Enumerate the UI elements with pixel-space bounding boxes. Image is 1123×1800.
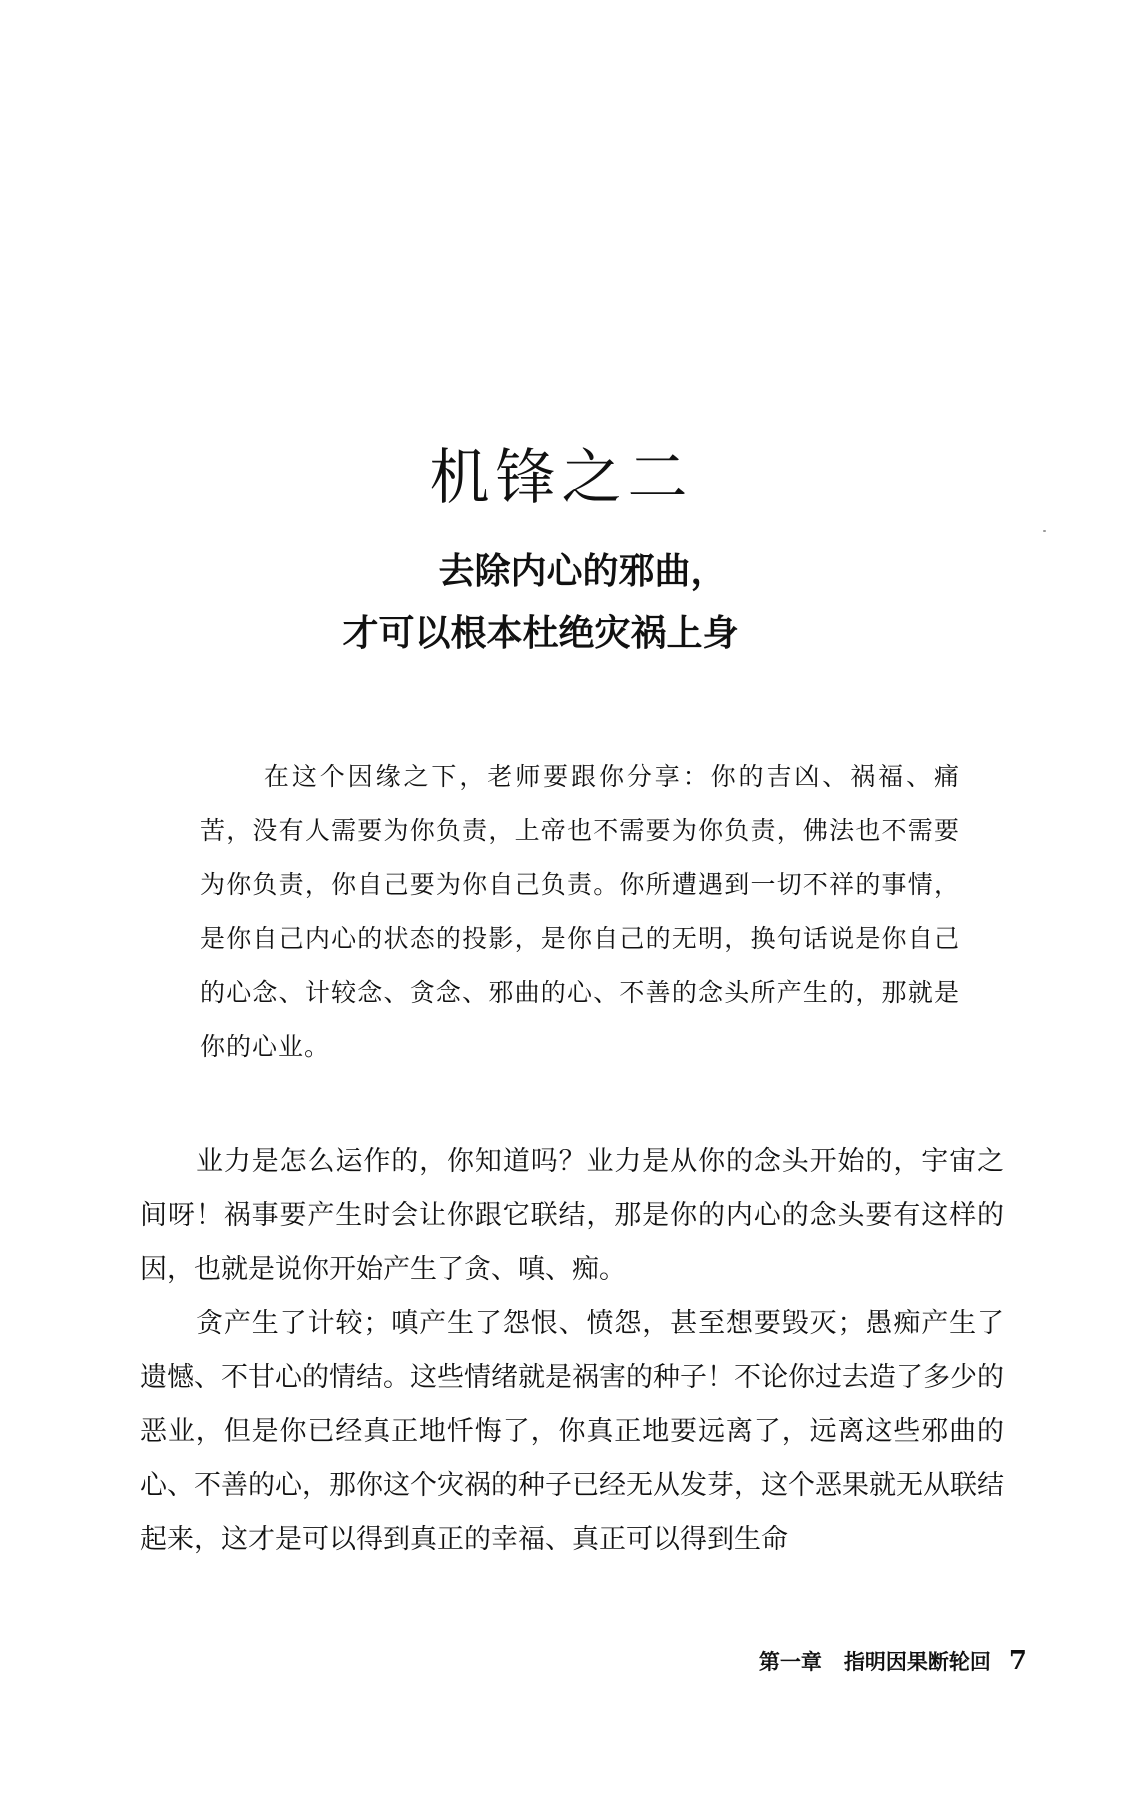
quote-text: 在这个因缘之下，老师要跟你分享：你的吉凶、祸福、痛苦，没有人需要为你负责，上帝也不需要为你负责，佛法也不需要为你负责，你自己要为你自己负责。你所遭遇到一切不祥的事情，是你自己内心的状态的投影，是你自己的无明，换句话说是你自己的心念、计较念、贪念、邪曲的心、不善的念头所产生的，那就是你的心业。 — [200, 762, 960, 1061]
body-paragraph-1: 业力是怎么运作的，你知道吗？业力是从你的念头开始的，宇宙之间呀！祸事要产生时会让你跟它联结，那是你的内心的念头要有这样的因，也就是说你开始产生了贪、嗔、痴。 — [140, 1146, 1004, 1285]
quote-block — [200, 750, 960, 1074]
body-paragraph-2: 贪产生了计较；嗔产生了怨恨、愤怨，甚至想要毁灭；愚痴产生了遗憾、不甘心的情结。这些情绪就是祸害的种子！不论你过去造了多少的恶业，但是你已经真正地忏悔了，你真正地要远离了，远离这些邪曲的心、不善的心，那你这个灾祸的种子已经无从发芽，这个恶果就无从联结起来，这才是可以得到真正的幸福、真正可以得到生命 — [140, 1308, 1004, 1555]
scan-speck — [1043, 530, 1046, 532]
subtitle-line-1: 去除内心的邪曲， — [438, 550, 727, 592]
body-text — [140, 1135, 1004, 1567]
footer-chapter-title: 指明因果断轮回 — [843, 1650, 991, 1674]
section-title: 机锋之二 — [429, 443, 694, 513]
subtitle-line-2: 才可以根本杜绝灾祸上身 — [342, 612, 739, 654]
page-number: 7 — [1008, 1646, 1027, 1676]
footer-chapter: 第一章 — [758, 1650, 822, 1674]
section-subtitle — [0, 540, 1123, 664]
running-footer — [759, 1646, 1027, 1677]
